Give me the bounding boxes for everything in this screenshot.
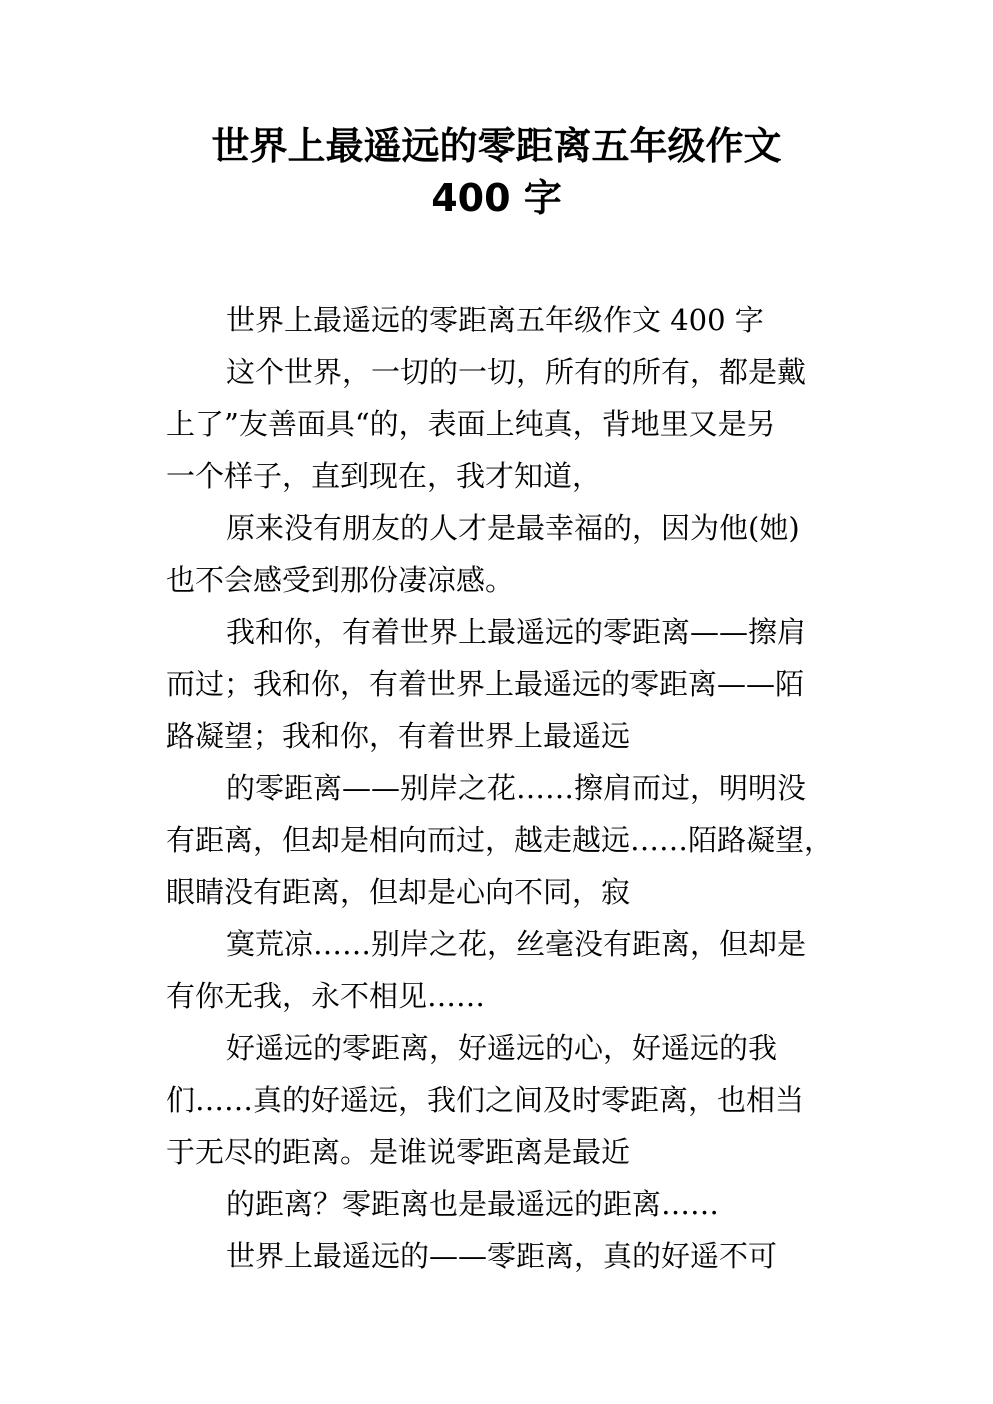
body-line: 路凝望；我和你，有着世界上最遥远	[166, 719, 631, 753]
body-line: 我和你，有着世界上最遥远的零距离——擦肩	[226, 615, 807, 649]
body-line: 们……真的好遥远，我们之间及时零距离，也相当	[166, 1083, 805, 1117]
body-line: 世界上最遥远的零距离五年级作文 400 字	[226, 303, 764, 337]
body-line: 眼睛没有距离，但却是心向不同，寂	[166, 875, 631, 909]
body-line: 有你无我，永不相见……	[166, 979, 486, 1013]
document-body	[166, 294, 846, 1282]
body-line: 寞荒凉……别岸之花，丝毫没有距离，但却是	[226, 927, 807, 961]
body-line: 一个样子，直到现在，我才知道，	[166, 459, 602, 493]
body-line: 于无尽的距离。是谁说零距离是最近	[166, 1135, 631, 1169]
body-line: 上了”友善面具“的，表面上纯真，背地里又是另	[166, 407, 776, 441]
body-line: 的距离？零距离也是最遥远的距离……	[226, 1187, 720, 1221]
body-line: 的零距离——别岸之花……擦肩而过，明明没	[226, 771, 807, 805]
body-line: 而过；我和你，有着世界上最遥远的零距离——陌	[166, 667, 805, 701]
body-line: 这个世界，一切的一切，所有的所有，都是戴	[226, 355, 807, 389]
body-line: 世界上最遥远的——零距离，真的好遥不可	[226, 1239, 778, 1273]
title-line-1: 世界上最遥远的零距离五年级作文	[211, 124, 782, 168]
body-line: 好遥远的零距离，好遥远的心，好遥远的我	[226, 1031, 778, 1065]
body-line: 也不会感受到那份凄凉感。	[166, 563, 515, 597]
title-line-2: 400 字	[431, 176, 562, 220]
body-line: 原来没有朋友的人才是最幸福的，因为他(她)	[226, 511, 800, 545]
body-line: 有距离，但却是相向而过，越走越远……陌路凝望，	[166, 823, 834, 857]
document-title	[0, 120, 993, 224]
